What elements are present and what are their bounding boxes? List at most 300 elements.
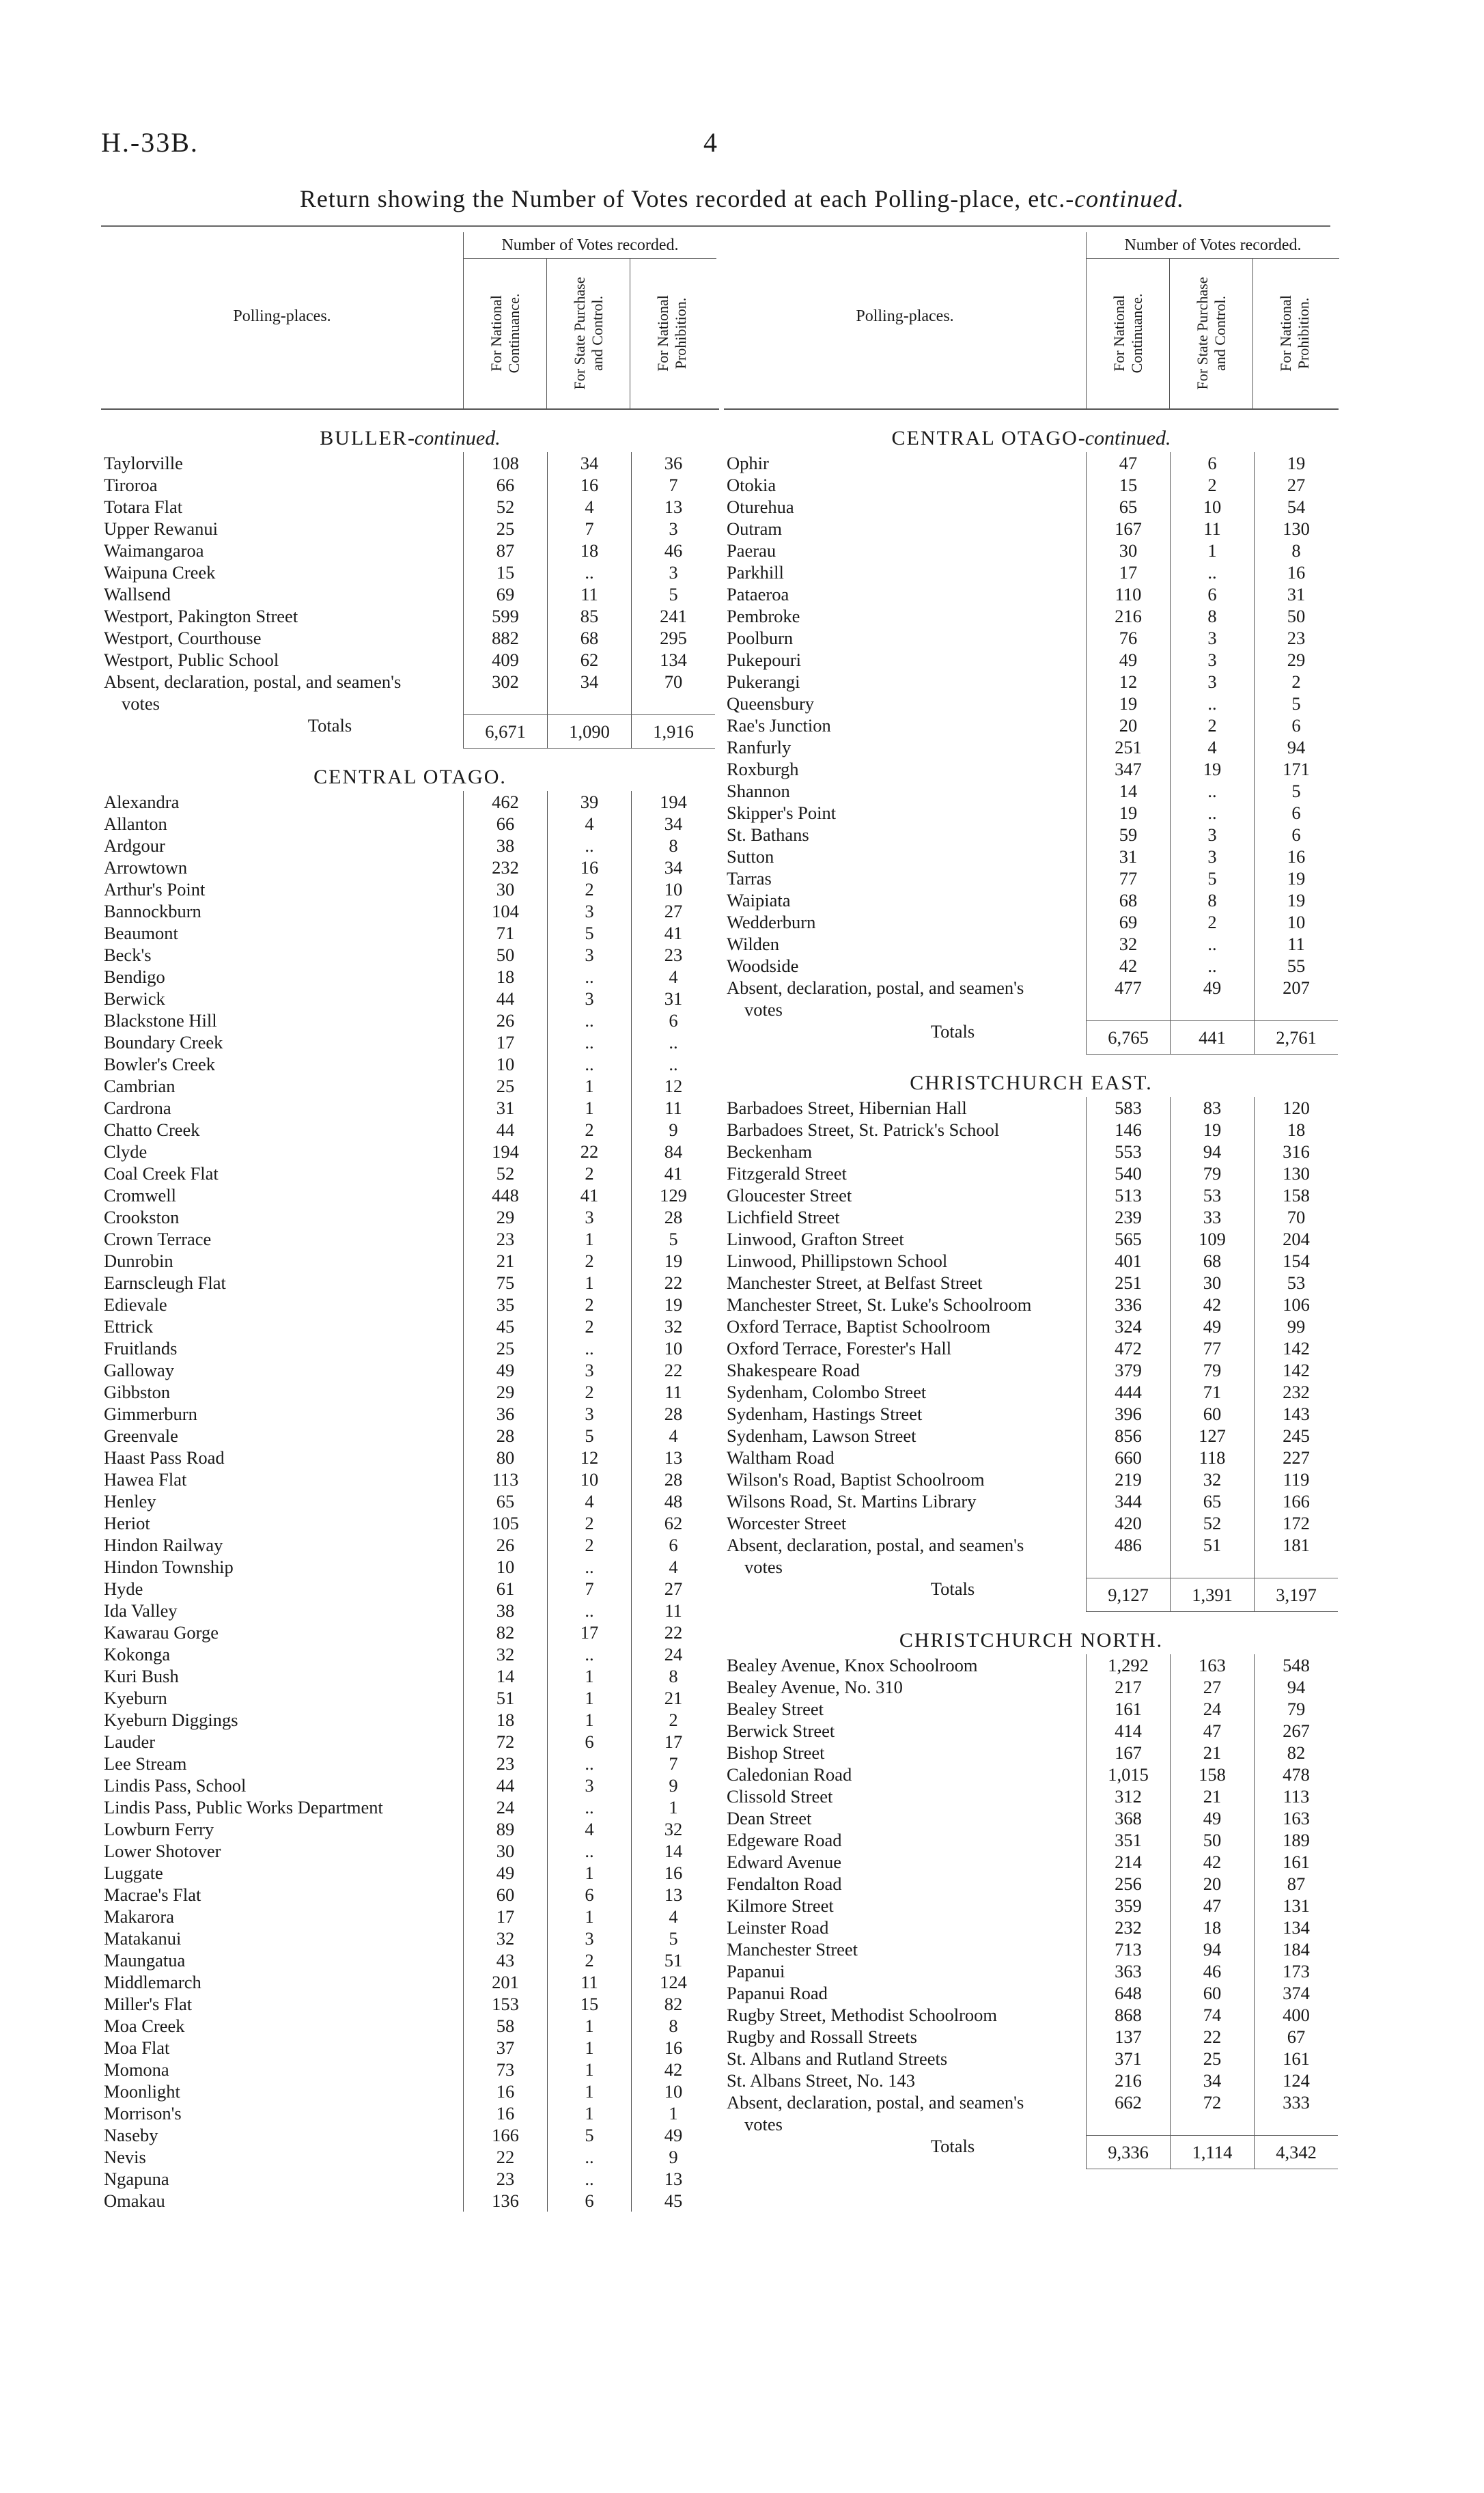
state-purchase-votes: 4 — [547, 496, 631, 518]
table-row — [101, 452, 719, 474]
continuance-votes: 401 — [1086, 1250, 1170, 1272]
continuance-votes: 167 — [1086, 1742, 1170, 1764]
continuance-votes: 32 — [463, 1643, 547, 1665]
prohibition-votes: 9 — [631, 1119, 715, 1141]
prohibition-votes: 245 — [1254, 1425, 1338, 1447]
prohibition-votes: 5 — [1254, 693, 1338, 714]
continuance-votes: 76 — [1086, 627, 1170, 649]
table-row — [724, 1162, 1339, 1184]
continuance-votes: 420 — [1086, 1512, 1170, 1534]
prohibition-votes: 172 — [1254, 1512, 1338, 1534]
continuance-votes: 61 — [463, 1578, 547, 1600]
table-row — [724, 758, 1339, 780]
state-purchase-votes: 30 — [1170, 1272, 1254, 1294]
state-purchase-votes: 118 — [1170, 1447, 1254, 1468]
polling-place-name: Caledonian Road — [727, 1764, 852, 1785]
state-purchase-votes: 3 — [547, 900, 631, 922]
continuance-votes: 29 — [463, 1206, 547, 1228]
polling-place-name: Hawea Flat — [104, 1469, 187, 1490]
table-row — [724, 1873, 1339, 1895]
continuance-votes: 37 — [463, 2037, 547, 2059]
state-purchase-votes: 47 — [1170, 1895, 1254, 1917]
table-row — [101, 1665, 719, 1687]
polling-place-name: Bowler's Creek — [104, 1054, 215, 1074]
continuance-votes: 16 — [463, 2080, 547, 2102]
table-row — [101, 1512, 719, 1534]
prohibition-votes: 24 — [631, 1643, 715, 1665]
continuance-votes: 50 — [463, 944, 547, 966]
totals-label: Totals — [930, 1021, 975, 1042]
polling-place-name: Berwick — [104, 988, 165, 1009]
table-row — [101, 835, 719, 856]
table-row — [101, 561, 719, 583]
section-heading — [101, 764, 719, 791]
polling-place-name: Rae's Junction — [727, 715, 831, 736]
polling-place-name: Bendigo — [104, 966, 165, 987]
continuance-votes: 66 — [463, 813, 547, 835]
totals-row — [724, 1578, 1339, 1612]
polling-place-name: Crown Terrace — [104, 1229, 212, 1249]
table-row — [724, 911, 1339, 933]
table-row — [724, 1468, 1339, 1490]
table-row — [724, 933, 1339, 955]
prohibition-votes: 51 — [631, 1949, 715, 1971]
prohibition-votes: 11 — [631, 1381, 715, 1403]
prohibition-votes: 87 — [1254, 1873, 1338, 1895]
polling-place-name: Coal Creek Flat — [104, 1163, 219, 1184]
polling-place-name: Macrae's Flat — [104, 1884, 201, 1905]
table-row — [724, 1829, 1339, 1851]
table-row — [101, 944, 719, 966]
prohibition-header — [630, 258, 714, 408]
polling-place-name: Rugby Street, Methodist Schoolroom — [727, 2005, 998, 2025]
continuance-votes: 23 — [463, 2168, 547, 2190]
polling-place-name: Bealey Avenue, No. 310 — [727, 1677, 903, 1697]
state-purchase-votes: 127 — [1170, 1425, 1254, 1447]
polling-place-name: Gloucester Street — [727, 1185, 852, 1206]
prohibition-votes: 161 — [1254, 1851, 1338, 1873]
state-purchase-votes: 49 — [1170, 1315, 1254, 1337]
state-purchase-header-label: For State Purchase and Control. — [1194, 277, 1229, 390]
state-purchase-votes: 5 — [547, 1425, 631, 1447]
table-row — [724, 2091, 1339, 2135]
prohibition-votes: 16 — [631, 2037, 715, 2059]
prohibition-votes: 41 — [631, 1162, 715, 1184]
prohibition-votes: 11 — [1254, 933, 1338, 955]
continuance-votes: 137 — [1086, 2026, 1170, 2048]
table-row — [101, 791, 719, 813]
polling-place-name: Momona — [104, 2059, 169, 2080]
polling-place-name: Linwood, Grafton Street — [727, 1229, 904, 1249]
continuance-votes: 359 — [1086, 1895, 1170, 1917]
continuance-votes: 65 — [463, 1490, 547, 1512]
continuance-votes: 25 — [463, 1337, 547, 1359]
state-purchase-votes: 94 — [1170, 1938, 1254, 1960]
polling-place-name: Pukepouri — [727, 650, 801, 670]
polling-place-name: Totara Flat — [104, 497, 183, 517]
polling-place-name: Outram — [727, 518, 782, 539]
state-purchase-votes: 6 — [547, 1884, 631, 1906]
prohibition-votes: 54 — [1254, 496, 1338, 518]
prohibition-votes: 23 — [1254, 627, 1338, 649]
prohibition-votes: 154 — [1254, 1250, 1338, 1272]
polling-place-name: Gimmerburn — [104, 1404, 197, 1424]
state-purchase-votes: 1 — [547, 1665, 631, 1687]
continuance-votes: 45 — [463, 1315, 547, 1337]
table-row — [101, 1840, 719, 1862]
table-row — [101, 605, 719, 627]
votes-recorded-header: Number of Votes recorded. — [463, 232, 716, 259]
table-row — [101, 1774, 719, 1796]
prohibition-votes: 41 — [631, 922, 715, 944]
totals-row — [101, 714, 719, 749]
prohibition-votes: 227 — [1254, 1447, 1338, 1468]
continuance-votes: 368 — [1086, 1807, 1170, 1829]
continuance-votes: 351 — [1086, 1829, 1170, 1851]
table-row — [724, 2004, 1339, 2026]
polling-place-name: Makarora — [104, 1906, 174, 1927]
section-title: CENTRAL OTAGO. — [313, 766, 507, 788]
total-prohibition: 2,761 — [1254, 1020, 1338, 1055]
polling-place-name: Hindon Railway — [104, 1535, 223, 1555]
prohibition-votes: 548 — [1254, 1654, 1338, 1676]
totals-label: Totals — [307, 715, 352, 736]
continuance-votes: 30 — [463, 1840, 547, 1862]
prohibition-votes: 5 — [1254, 780, 1338, 802]
continuance-votes: 10 — [463, 1053, 547, 1075]
continuance-votes: 82 — [463, 1621, 547, 1643]
table-row — [724, 561, 1339, 583]
polling-place-name: Edievale — [104, 1294, 167, 1315]
table-row — [101, 1381, 719, 1403]
prohibition-votes: 8 — [631, 835, 715, 856]
state-purchase-votes: 74 — [1170, 2004, 1254, 2026]
continuance-votes: 59 — [1086, 824, 1170, 846]
continuance-votes: 68 — [1086, 889, 1170, 911]
table-row — [724, 605, 1339, 627]
continuance-votes: 599 — [463, 605, 547, 627]
continuance-votes: 312 — [1086, 1785, 1170, 1807]
continuance-votes: 167 — [1086, 518, 1170, 540]
table-row — [101, 1403, 719, 1425]
polling-place-name: Dean Street — [727, 1808, 812, 1828]
total-continuance: 6,765 — [1086, 1020, 1170, 1055]
state-purchase-votes: 5 — [547, 2124, 631, 2146]
state-purchase-votes: .. — [547, 1053, 631, 1075]
prohibition-votes: 232 — [1254, 1381, 1338, 1403]
total-state-purchase: 1,090 — [547, 714, 631, 749]
table-row — [724, 714, 1339, 736]
continuance-votes: 239 — [1086, 1206, 1170, 1228]
continuance-votes: 1,292 — [1086, 1654, 1170, 1676]
continuance-votes: 35 — [463, 1294, 547, 1315]
continuance-votes: 31 — [463, 1097, 547, 1119]
state-purchase-votes: .. — [547, 1796, 631, 1818]
table-row — [724, 1337, 1339, 1359]
continuance-votes: 43 — [463, 1949, 547, 1971]
state-purchase-votes: 79 — [1170, 1359, 1254, 1381]
prohibition-votes: 120 — [1254, 1097, 1338, 1119]
table-row — [724, 1938, 1339, 1960]
state-purchase-votes: 7 — [547, 1578, 631, 1600]
continuance-votes: 23 — [463, 1753, 547, 1774]
continuance-votes: 414 — [1086, 1720, 1170, 1742]
polling-place-name: Miller's Flat — [104, 1994, 193, 2014]
totals-label: Totals — [930, 1578, 975, 1599]
polling-place-name: Matakanui — [104, 1928, 182, 1949]
state-purchase-votes: 3 — [1170, 671, 1254, 693]
section-heading — [724, 1627, 1339, 1654]
continuance-votes: 553 — [1086, 1141, 1170, 1162]
prohibition-votes: 9 — [631, 2146, 715, 2168]
prohibition-votes: 70 — [1254, 1206, 1338, 1228]
continuance-votes: 30 — [1086, 540, 1170, 561]
table-row — [101, 1206, 719, 1228]
table-row — [101, 518, 719, 540]
table-row — [101, 1993, 719, 2015]
prohibition-votes: 333 — [1254, 2091, 1338, 2135]
state-purchase-votes: 19 — [1170, 1119, 1254, 1141]
state-purchase-votes: 42 — [1170, 1294, 1254, 1315]
state-purchase-votes: 15 — [547, 1993, 631, 2015]
continuance-votes: 26 — [463, 1534, 547, 1556]
continuance-votes: 44 — [463, 1774, 547, 1796]
prohibition-votes: 99 — [1254, 1315, 1338, 1337]
prohibition-votes: 6 — [631, 1534, 715, 1556]
prohibition-votes: 124 — [1254, 2070, 1338, 2091]
state-purchase-votes: 2 — [547, 878, 631, 900]
polling-place-name: Bishop Street — [727, 1742, 825, 1763]
prohibition-votes: 5 — [631, 583, 715, 605]
continuance-votes: 477 — [1086, 977, 1170, 1020]
state-purchase-votes: 5 — [1170, 867, 1254, 889]
polling-place-name: Bealey Street — [727, 1699, 824, 1719]
prohibition-votes: 4 — [631, 1556, 715, 1578]
polling-place-name: Manchester Street — [727, 1939, 858, 1960]
continuance-votes: 540 — [1086, 1162, 1170, 1184]
continuance-votes: 25 — [463, 1075, 547, 1097]
state-purchase-votes: 4 — [547, 1490, 631, 1512]
continuance-votes: 69 — [463, 583, 547, 605]
polling-place-name: Allanton — [104, 813, 167, 834]
table-row — [101, 1884, 719, 1906]
prohibition-votes: 8 — [631, 2015, 715, 2037]
prohibition-votes: 316 — [1254, 1141, 1338, 1162]
prohibition-votes: 106 — [1254, 1294, 1338, 1315]
continuance-votes: 75 — [463, 1272, 547, 1294]
polling-place-name: Woodside — [727, 956, 799, 976]
state-purchase-votes: .. — [547, 1600, 631, 1621]
prohibition-votes: 70 — [631, 671, 715, 714]
state-purchase-votes: .. — [1170, 693, 1254, 714]
prohibition-votes: 161 — [1254, 2048, 1338, 2070]
continuance-votes: 20 — [1086, 714, 1170, 736]
prohibition-votes: 32 — [631, 1315, 715, 1337]
table-row — [101, 2190, 719, 2212]
polling-place-name: Oxford Terrace, Forester's Hall — [727, 1338, 952, 1359]
state-purchase-votes: 19 — [1170, 758, 1254, 780]
continuance-votes: 232 — [463, 856, 547, 878]
state-purchase-votes: 2 — [547, 1949, 631, 1971]
table-row — [724, 977, 1339, 1020]
state-purchase-votes: 68 — [1170, 1250, 1254, 1272]
continuance-votes: 371 — [1086, 2048, 1170, 2070]
prohibition-votes: 10 — [631, 878, 715, 900]
prohibition-votes: 181 — [1254, 1534, 1338, 1578]
continuance-header — [463, 258, 547, 408]
prohibition-header — [1252, 258, 1336, 408]
state-purchase-votes: 65 — [1170, 1490, 1254, 1512]
prohibition-votes: 79 — [1254, 1698, 1338, 1720]
state-purchase-votes: 1 — [547, 2102, 631, 2124]
table-row — [724, 1447, 1339, 1468]
table-row — [724, 802, 1339, 824]
table-row — [101, 1141, 719, 1162]
polling-place-name: Paerau — [727, 540, 776, 561]
continuance-votes: 409 — [463, 649, 547, 671]
table-row — [724, 1228, 1339, 1250]
prohibition-votes: 130 — [1254, 1162, 1338, 1184]
state-purchase-votes: 3 — [547, 1359, 631, 1381]
polling-place-name: Ophir — [727, 453, 769, 473]
continuance-votes: 51 — [463, 1687, 547, 1709]
state-purchase-votes: 32 — [1170, 1468, 1254, 1490]
section-heading — [724, 1070, 1339, 1097]
prohibition-votes: 2 — [631, 1709, 715, 1731]
table-row — [101, 1162, 719, 1184]
polling-place-name: Waltham Road — [727, 1447, 835, 1468]
continuance-votes: 194 — [463, 1141, 547, 1162]
table-row — [101, 1228, 719, 1250]
continuance-votes: 363 — [1086, 1960, 1170, 1982]
table-row — [724, 1097, 1339, 1119]
state-purchase-votes: .. — [1170, 955, 1254, 977]
prohibition-votes: 45 — [631, 2190, 715, 2212]
state-purchase-votes: 25 — [1170, 2048, 1254, 2070]
table-row — [101, 583, 719, 605]
prohibition-votes: 9 — [631, 1774, 715, 1796]
state-purchase-votes: 6 — [547, 1731, 631, 1753]
total-continuance: 9,127 — [1086, 1578, 1170, 1612]
polling-place-name: Boundary Creek — [104, 1032, 223, 1053]
polling-place-name: Parkhill — [727, 562, 784, 583]
table-row — [724, 671, 1339, 693]
polling-place-name: Fendalton Road — [727, 1874, 842, 1894]
continuance-votes: 448 — [463, 1184, 547, 1206]
prohibition-votes: 46 — [631, 540, 715, 561]
state-purchase-votes: 3 — [547, 1774, 631, 1796]
section-continued: -continued. — [1078, 427, 1171, 449]
polling-place-name: Waipiata — [727, 890, 791, 910]
polling-place-name: Ranfurly — [727, 737, 792, 757]
state-purchase-votes: 1 — [547, 1687, 631, 1709]
polling-place-name: Naseby — [104, 2125, 158, 2145]
prohibition-votes: 134 — [631, 649, 715, 671]
continuance-votes: 108 — [463, 452, 547, 474]
polling-place-name: Lee Stream — [104, 1753, 187, 1774]
continuance-votes: 52 — [463, 496, 547, 518]
continuance-votes: 17 — [463, 1906, 547, 1927]
state-purchase-votes: 21 — [1170, 1742, 1254, 1764]
table-row — [101, 1272, 719, 1294]
table-row — [724, 824, 1339, 846]
table-row — [724, 955, 1339, 977]
table-row — [101, 922, 719, 944]
prohibition-votes: 130 — [1254, 518, 1338, 540]
prohibition-votes: 13 — [631, 496, 715, 518]
state-purchase-votes: 10 — [1170, 496, 1254, 518]
polling-place-name: Lauder — [104, 1731, 156, 1752]
polling-place-name: Absent, declaration, postal, and seamen's votes — [727, 1535, 1024, 1577]
continuance-votes: 136 — [463, 2190, 547, 2212]
polling-place-name: Pembroke — [727, 606, 800, 626]
polling-place-name: Skipper's Point — [727, 803, 837, 823]
state-purchase-votes: .. — [1170, 561, 1254, 583]
table-row — [101, 671, 719, 714]
polling-place-name: Kyeburn Diggings — [104, 1710, 238, 1730]
state-purchase-votes: .. — [1170, 802, 1254, 824]
prohibition-votes: 8 — [631, 1665, 715, 1687]
table-row — [724, 1676, 1339, 1698]
continuance-votes: 662 — [1086, 2091, 1170, 2135]
continuance-votes: 77 — [1086, 867, 1170, 889]
table-row — [101, 1337, 719, 1359]
totals-label: Totals — [930, 2136, 975, 2156]
table-row — [101, 1031, 719, 1053]
prohibition-votes: 16 — [631, 1862, 715, 1884]
polling-place-name: Cambrian — [104, 1076, 176, 1096]
polling-place-name: Manchester Street, at Belfast Street — [727, 1272, 983, 1293]
prohibition-votes: 16 — [1254, 846, 1338, 867]
section-title: CHRISTCHURCH NORTH. — [899, 1629, 1164, 1652]
state-purchase-votes: 47 — [1170, 1720, 1254, 1742]
continuance-votes: 47 — [1086, 452, 1170, 474]
prohibition-votes: 124 — [631, 1971, 715, 1993]
table-row — [724, 693, 1339, 714]
state-purchase-votes: 49 — [1170, 1807, 1254, 1829]
table-row — [101, 1053, 719, 1075]
polling-place-name: Arrowtown — [104, 857, 188, 878]
state-purchase-votes: 94 — [1170, 1141, 1254, 1162]
table-row — [101, 1862, 719, 1884]
continuance-votes: 166 — [463, 2124, 547, 2146]
prohibition-votes: 27 — [631, 1578, 715, 1600]
prohibition-votes: 3 — [631, 561, 715, 583]
continuance-votes: 113 — [463, 1468, 547, 1490]
state-purchase-votes: 6 — [1170, 452, 1254, 474]
table-row — [101, 1315, 719, 1337]
prohibition-votes: .. — [631, 1031, 715, 1053]
prohibition-votes: 142 — [1254, 1359, 1338, 1381]
polling-place-name: Dunrobin — [104, 1251, 173, 1271]
table-row — [101, 878, 719, 900]
polling-place-name: Hindon Township — [104, 1557, 234, 1577]
state-purchase-votes: 34 — [547, 452, 631, 474]
table-row — [101, 813, 719, 835]
continuance-votes: 44 — [463, 988, 547, 1009]
table-row — [101, 540, 719, 561]
prohibition-votes: 82 — [631, 1993, 715, 2015]
title-rule — [101, 225, 1330, 227]
state-purchase-votes: .. — [547, 1753, 631, 1774]
state-purchase-votes: 7 — [547, 518, 631, 540]
continuance-votes: 12 — [1086, 671, 1170, 693]
continuance-votes: 30 — [463, 878, 547, 900]
continuance-votes: 347 — [1086, 758, 1170, 780]
title-continued: -continued. — [1065, 185, 1185, 212]
continuance-votes: 251 — [1086, 736, 1170, 758]
table-row — [724, 1960, 1339, 1982]
